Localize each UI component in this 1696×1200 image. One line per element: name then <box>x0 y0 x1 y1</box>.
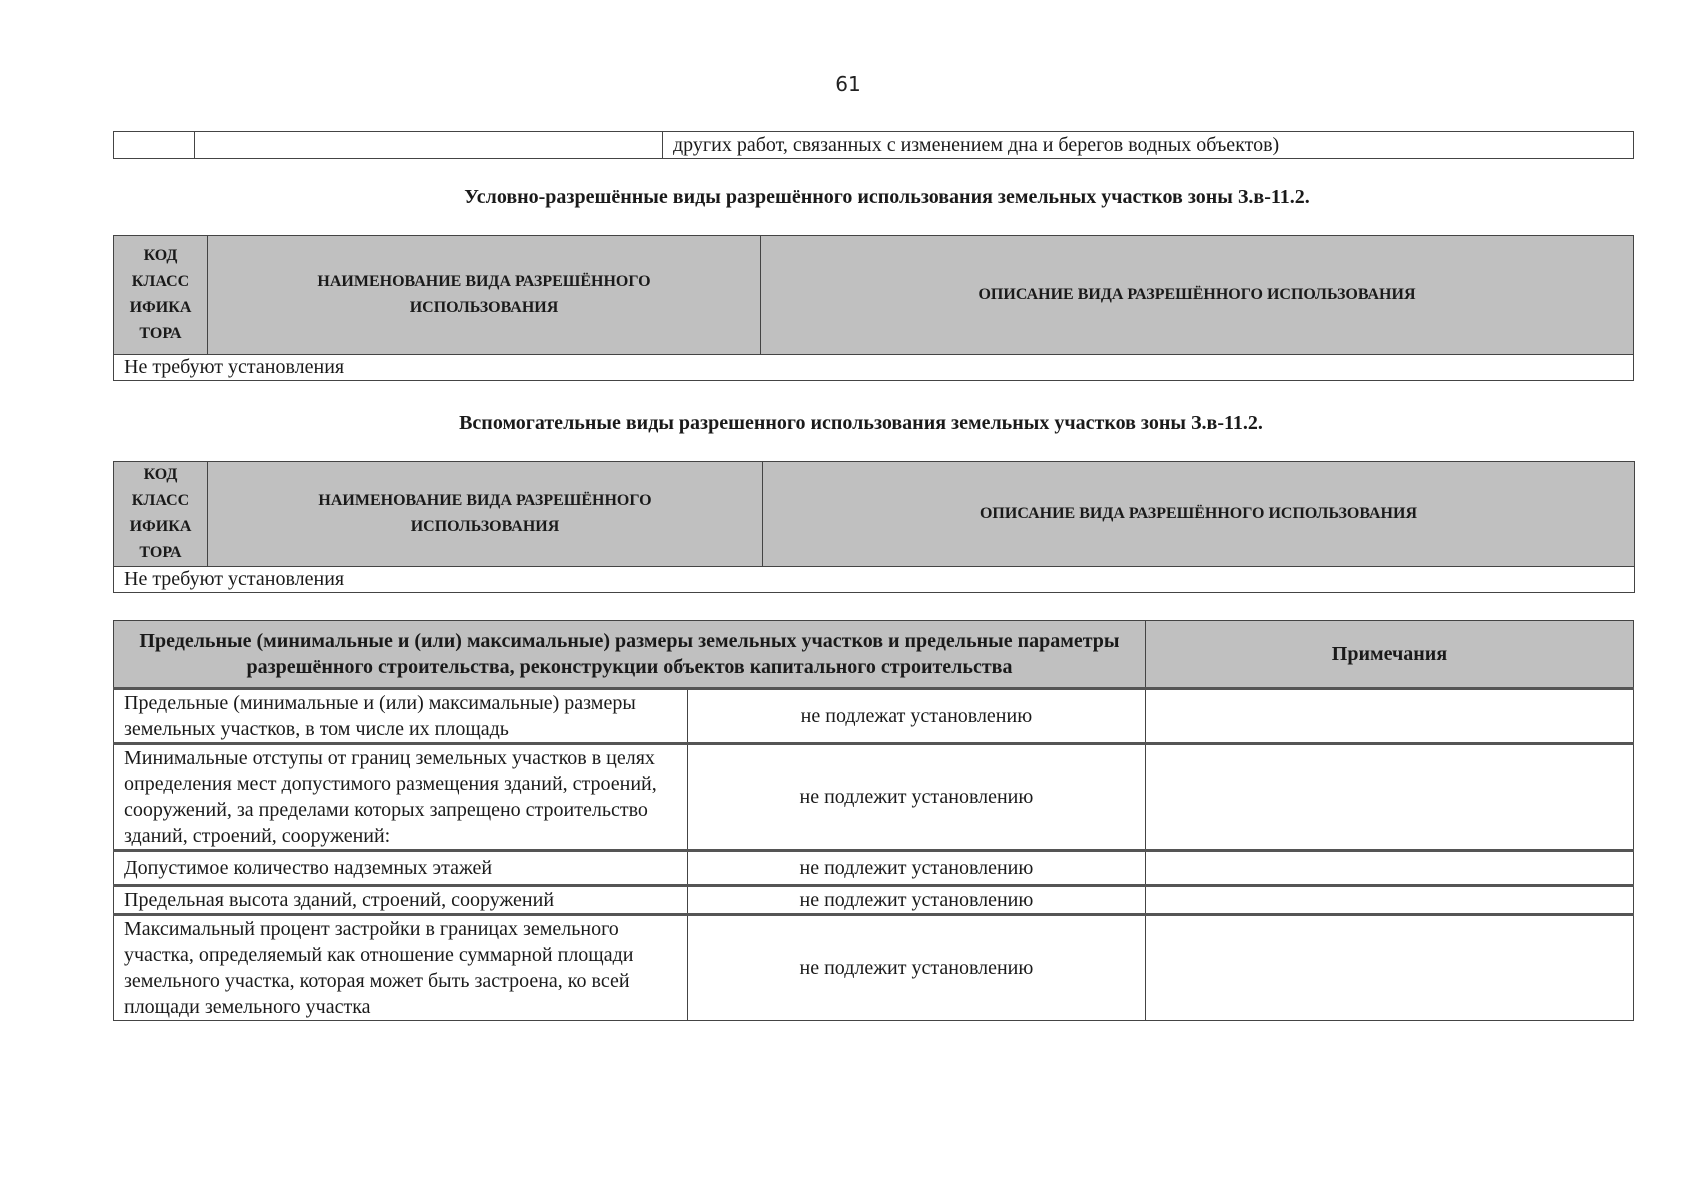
note-cell <box>1145 915 1633 1021</box>
table-row <box>114 915 1634 1021</box>
param-cell: Предельная высота зданий, строений, сооружений <box>114 886 688 915</box>
description-header: ОПИСАНИЕ ВИДА РАЗРЕШЁННОГО ИСПОЛЬЗОВАНИЯ <box>761 236 1634 355</box>
body-text: Не требуют установления <box>114 567 1635 593</box>
table-header-row <box>114 236 1634 355</box>
value-cell: не подлежит установлению <box>687 744 1145 851</box>
auxiliary-uses-title: Вспомогательные виды разрешенного использования земельных участков зоны З.в-11.2. <box>459 412 1263 434</box>
param-cell: Допустимое количество надземных этажей <box>114 851 688 886</box>
empty-cell <box>195 132 663 159</box>
value-cell: не подлежит установлению <box>687 915 1145 1021</box>
body-text: Не требуют установления <box>114 355 1634 381</box>
note-cell <box>1145 744 1633 851</box>
page-number: 61 <box>835 72 861 96</box>
table-header-row <box>114 621 1634 689</box>
param-cell: Предельные (минимальные и (или) максимальные) размеры земельных участков, в том числе их площадь <box>114 689 688 744</box>
notes-header: Примечания <box>1145 621 1633 689</box>
empty-cell <box>114 132 195 159</box>
value-cell: не подлежат установлению <box>687 689 1145 744</box>
table-row <box>114 851 1634 886</box>
code-header: КОД КЛАСС ИФИКА ТОРА <box>114 462 208 567</box>
limits-table <box>113 620 1634 1021</box>
table-row <box>114 886 1634 915</box>
table-row <box>114 355 1634 381</box>
auxiliary-uses-table <box>113 461 1635 593</box>
note-cell <box>1145 886 1633 915</box>
table-header-row <box>114 462 1635 567</box>
table-row <box>114 744 1634 851</box>
continuation-text: других работ, связанных с изменением дна и берегов водных объектов) <box>663 132 1634 159</box>
code-header: КОД КЛАСС ИФИКА ТОРА <box>114 236 208 355</box>
table-row <box>114 567 1635 593</box>
conditional-uses-table <box>113 235 1634 381</box>
table-row <box>114 689 1634 744</box>
name-header: НАИМЕНОВАНИЕ ВИДА РАЗРЕШЁННОГО ИСПОЛЬЗОВАНИЯ <box>208 236 761 355</box>
continuation-table <box>113 131 1634 159</box>
table-row <box>114 132 1634 159</box>
limits-header-main: Предельные (минимальные и (или) максимальные) размеры земельных участков и предельные параметры разрешённого строительства, реконструкции объектов капитального строительства <box>114 621 1146 689</box>
name-header: НАИМЕНОВАНИЕ ВИДА РАЗРЕШЁННОГО ИСПОЛЬЗОВАНИЯ <box>208 462 763 567</box>
note-cell <box>1145 689 1633 744</box>
description-header: ОПИСАНИЕ ВИДА РАЗРЕШЁННОГО ИСПОЛЬЗОВАНИЯ <box>763 462 1635 567</box>
value-cell: не подлежит установлению <box>687 851 1145 886</box>
value-cell: не подлежит установлению <box>687 886 1145 915</box>
conditional-uses-title: Условно-разрешённые виды разрешённого использования земельных участков зоны З.в-11.2. <box>464 186 1310 208</box>
note-cell <box>1145 851 1633 886</box>
param-cell: Минимальные отступы от границ земельных участков в целях определения мест допустимого размещения зданий, строений, сооружений, за пределами которых запрещено строительство зданий, строений, сооружений: <box>114 744 688 851</box>
param-cell: Максимальный процент застройки в границах земельного участка, определяемый как отношение суммарной площади земельного участка, которая может быть застроена, ко всей площади земельного участка <box>114 915 688 1021</box>
